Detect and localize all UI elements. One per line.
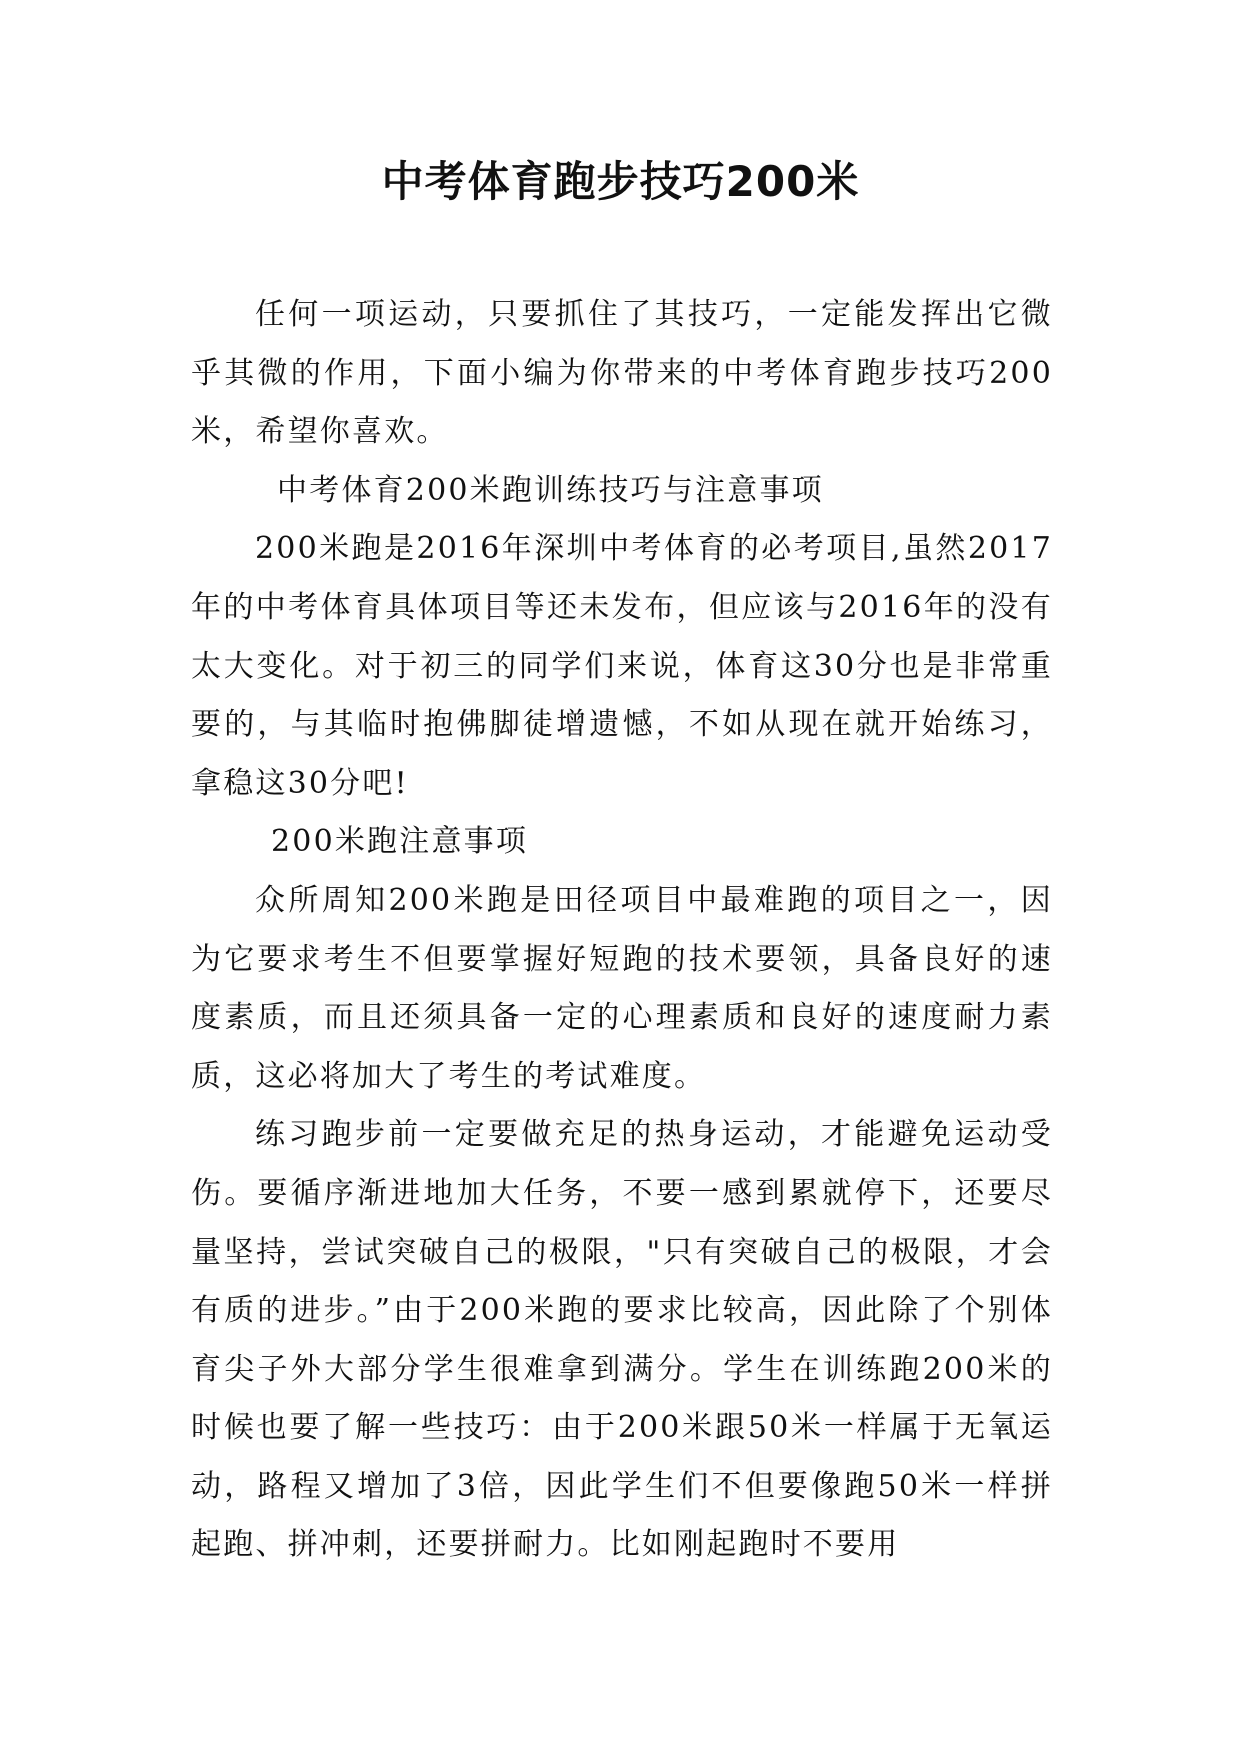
difficulty-paragraph: 众所周知200米跑是田径项目中最难跑的项目之一，因为它要求考生不但要掌握好短跑的技术要领，具备良好的速度素质，而且还须具备一定的心理素质和良好的速度耐力素质，这必将加大了考生的考试难度。 — [191, 882, 1053, 1094]
intro-paragraph: 任何一项运动，只要抓住了其技巧，一定能发挥出它微乎其微的作用，下面小编为你带来的中考体育跑步技巧200米，希望你喜欢。 — [191, 297, 1053, 450]
training-tips-paragraph: 练习跑步前一定要做充足的热身运动，才能避免运动受伤。要循序渐进地加大任务，不要一感到累就停下，还要尽量坚持，尝试突破自己的极限，"只有突破自己的极限，才会有质的进步。”由于200米跑的要求比较高，因此除了个别体育尖子外大部分学生很难拿到满分。学生在训练跑200米的时候也要了解一些技巧：由于200米跟50米一样属于无氧运动，路程又增加了3倍，因此学生们不但要像跑50米一样拼起跑、拼冲刺，还要拼耐力。比如刚起跑时不要用 — [191, 1117, 1053, 1563]
document-body — [191, 286, 1053, 1575]
document-title: 中考体育跑步技巧200米 — [381, 157, 860, 206]
section-heading-training: 中考体育200米跑训练技巧与注意事项 — [277, 472, 824, 508]
section-heading-notes: 200米跑注意事项 — [271, 824, 529, 860]
exam-background-paragraph: 200米跑是2016年深圳中考体育的必考项目,虽然2017年的中考体育具体项目等还未发布，但应该与2016年的没有太大变化。对于初三的同学们来说，体育这30分也是非常重要的，与其临时抱佛脚徒增遗憾，不如从现在就开始练习，拿稳这30分吧! — [191, 531, 1053, 801]
